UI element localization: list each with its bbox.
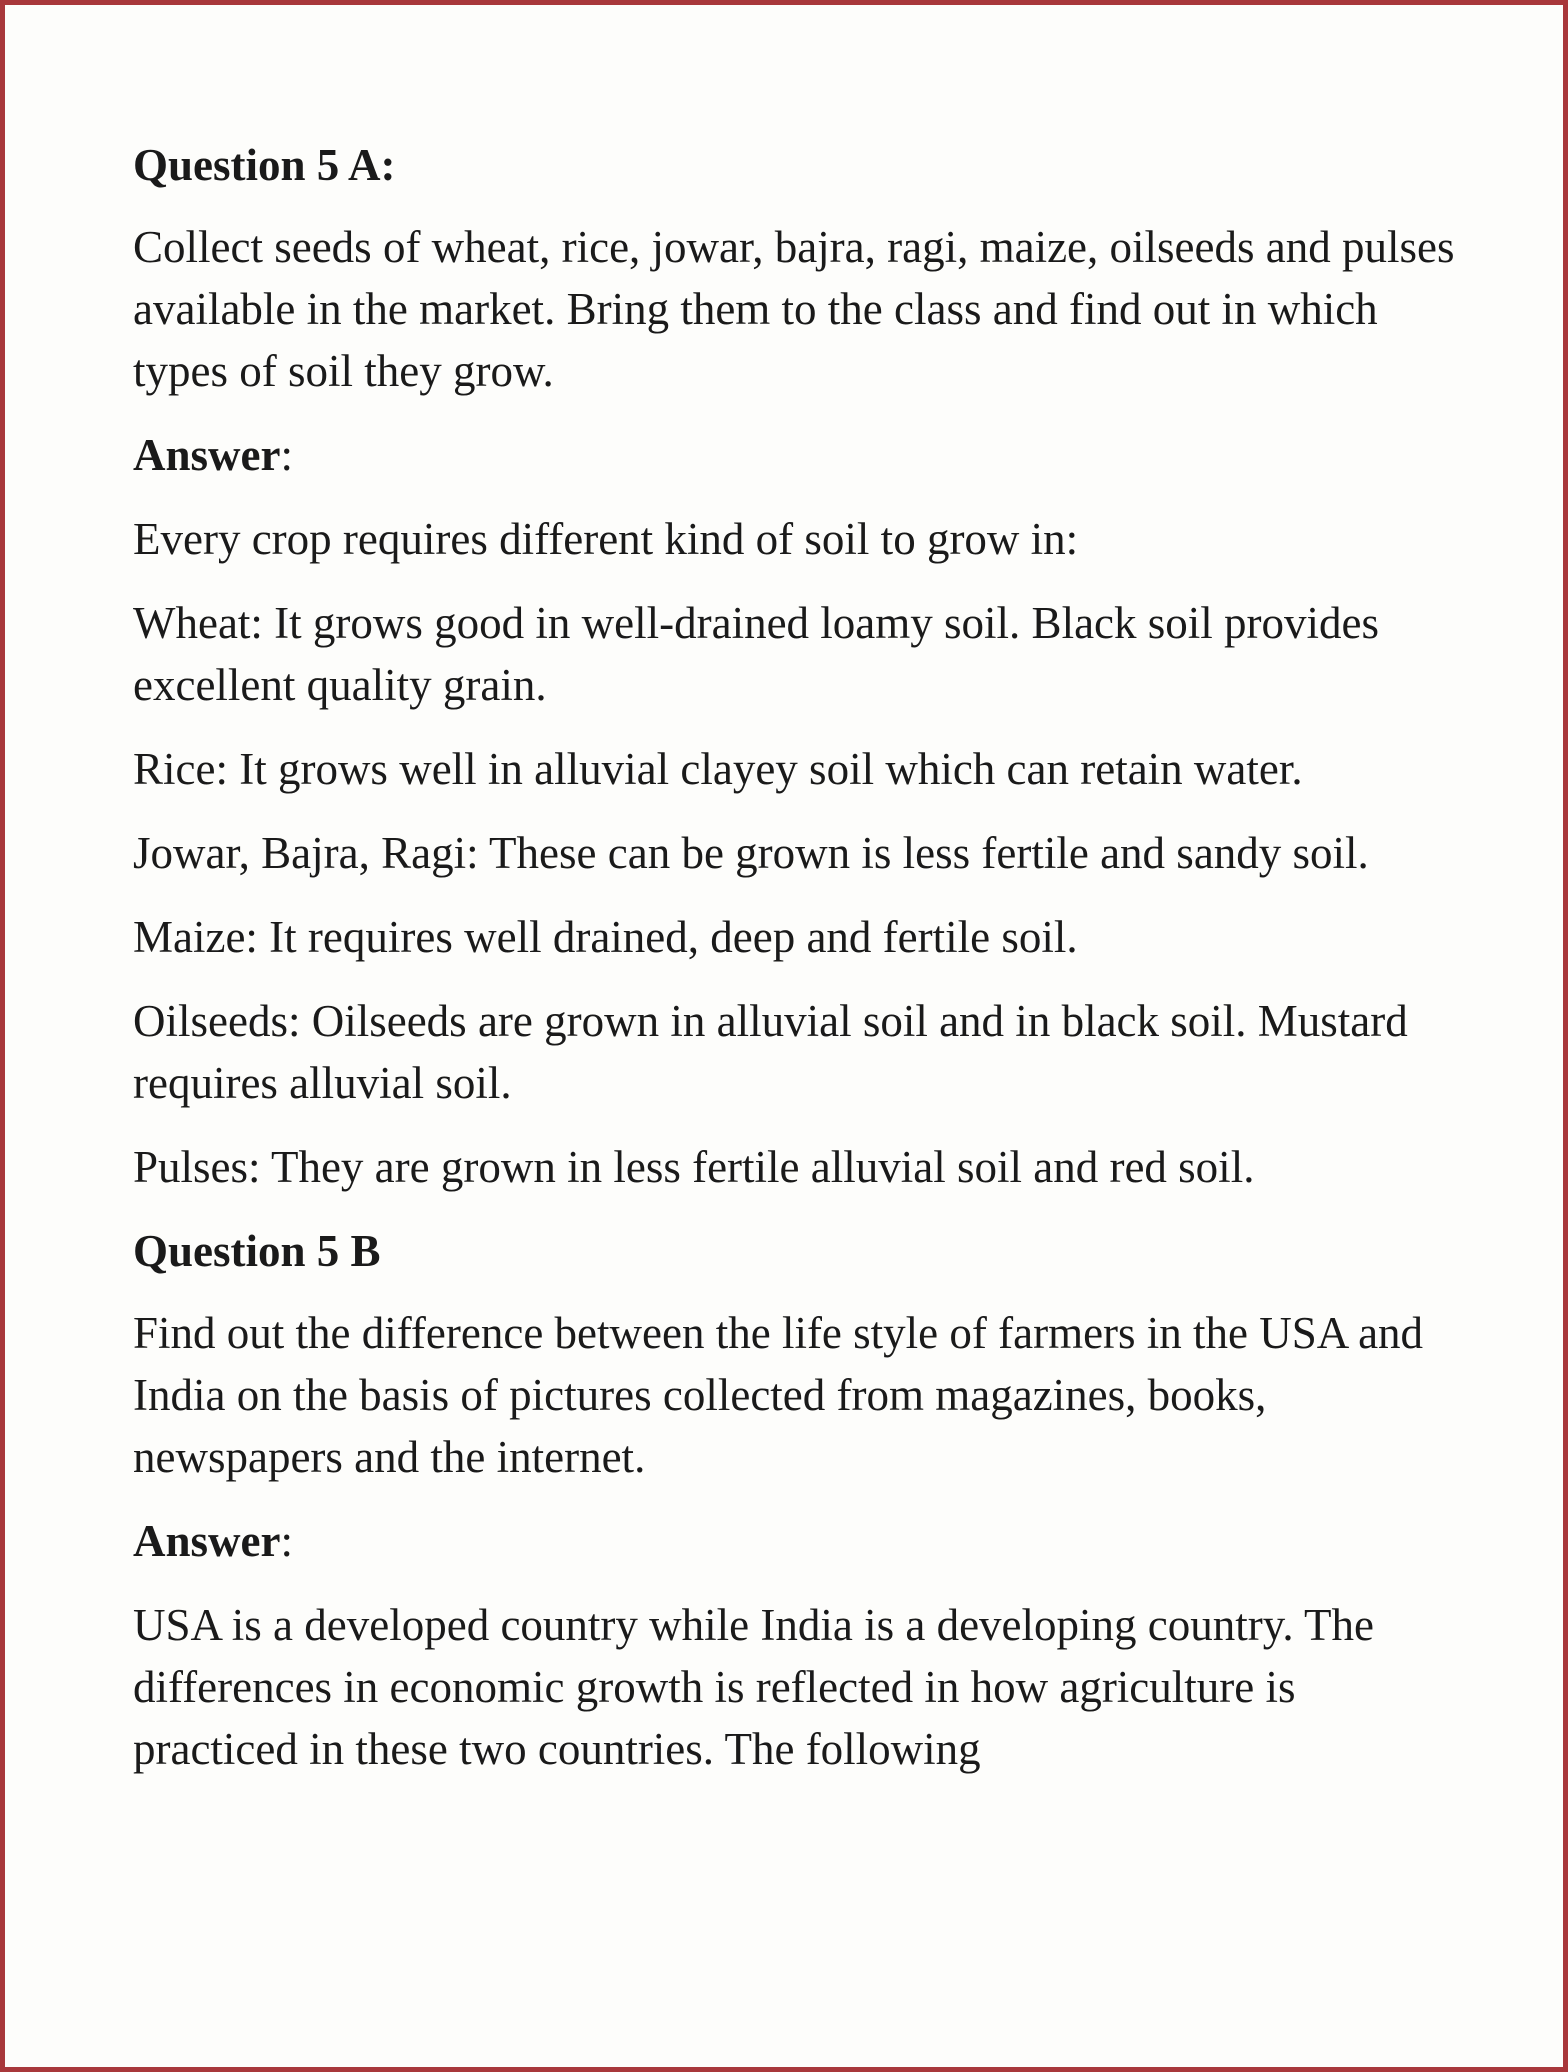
document-content: [133, 134, 1463, 1780]
question-5b-text: Find out the difference between the life style of farmers in the USA and India on the basis of pictures collected from magazines, books, newspapers and the internet.: [133, 1308, 1424, 1482]
answer-label-colon: :: [280, 430, 293, 480]
answer-5b-label: [133, 1510, 1463, 1572]
answer-label-colon: :: [280, 1516, 293, 1566]
answer-item-millets: Jowar, Bajra, Ragi: These can be grown is less fertile and sandy soil.: [133, 828, 1369, 878]
question-5a-text: Collect seeds of wheat, rice, jowar, bajra, ragi, maize, oilseeds and pulses available in the market. Bring them to the class and find out in which types of soil they grow.: [133, 222, 1455, 396]
answer-5a-intro: Every crop requires different kind of soil to grow in:: [133, 514, 1079, 564]
answer-label-text: Answer: [133, 430, 281, 480]
answer-item-pulses: Pulses: They are grown in less fertile alluvial soil and red soil.: [133, 1142, 1255, 1192]
question-5b-heading: Question 5 B: [133, 1226, 381, 1276]
answer-5a-label: [133, 424, 1463, 486]
answer-item-oilseeds: Oilseeds: Oilseeds are grown in alluvial soil and in black soil. Mustard requires alluvial soil.: [133, 996, 1408, 1108]
answer-label-text: Answer: [133, 1516, 281, 1566]
answer-item-maize: Maize: It requires well drained, deep and fertile soil.: [133, 912, 1078, 962]
answer-item-wheat: Wheat: It grows good in well-drained loamy soil. Black soil provides excellent quality grain.: [133, 598, 1380, 710]
answer-5b-text: USA is a developed country while India is a developing country. The differences in economic growth is reflected in how agriculture is practiced in these two countries. The following: [133, 1600, 1374, 1774]
answer-item-rice: Rice: It grows well in alluvial clayey soil which can retain water.: [133, 744, 1303, 794]
question-5a-heading: Question 5 A:: [133, 140, 396, 190]
